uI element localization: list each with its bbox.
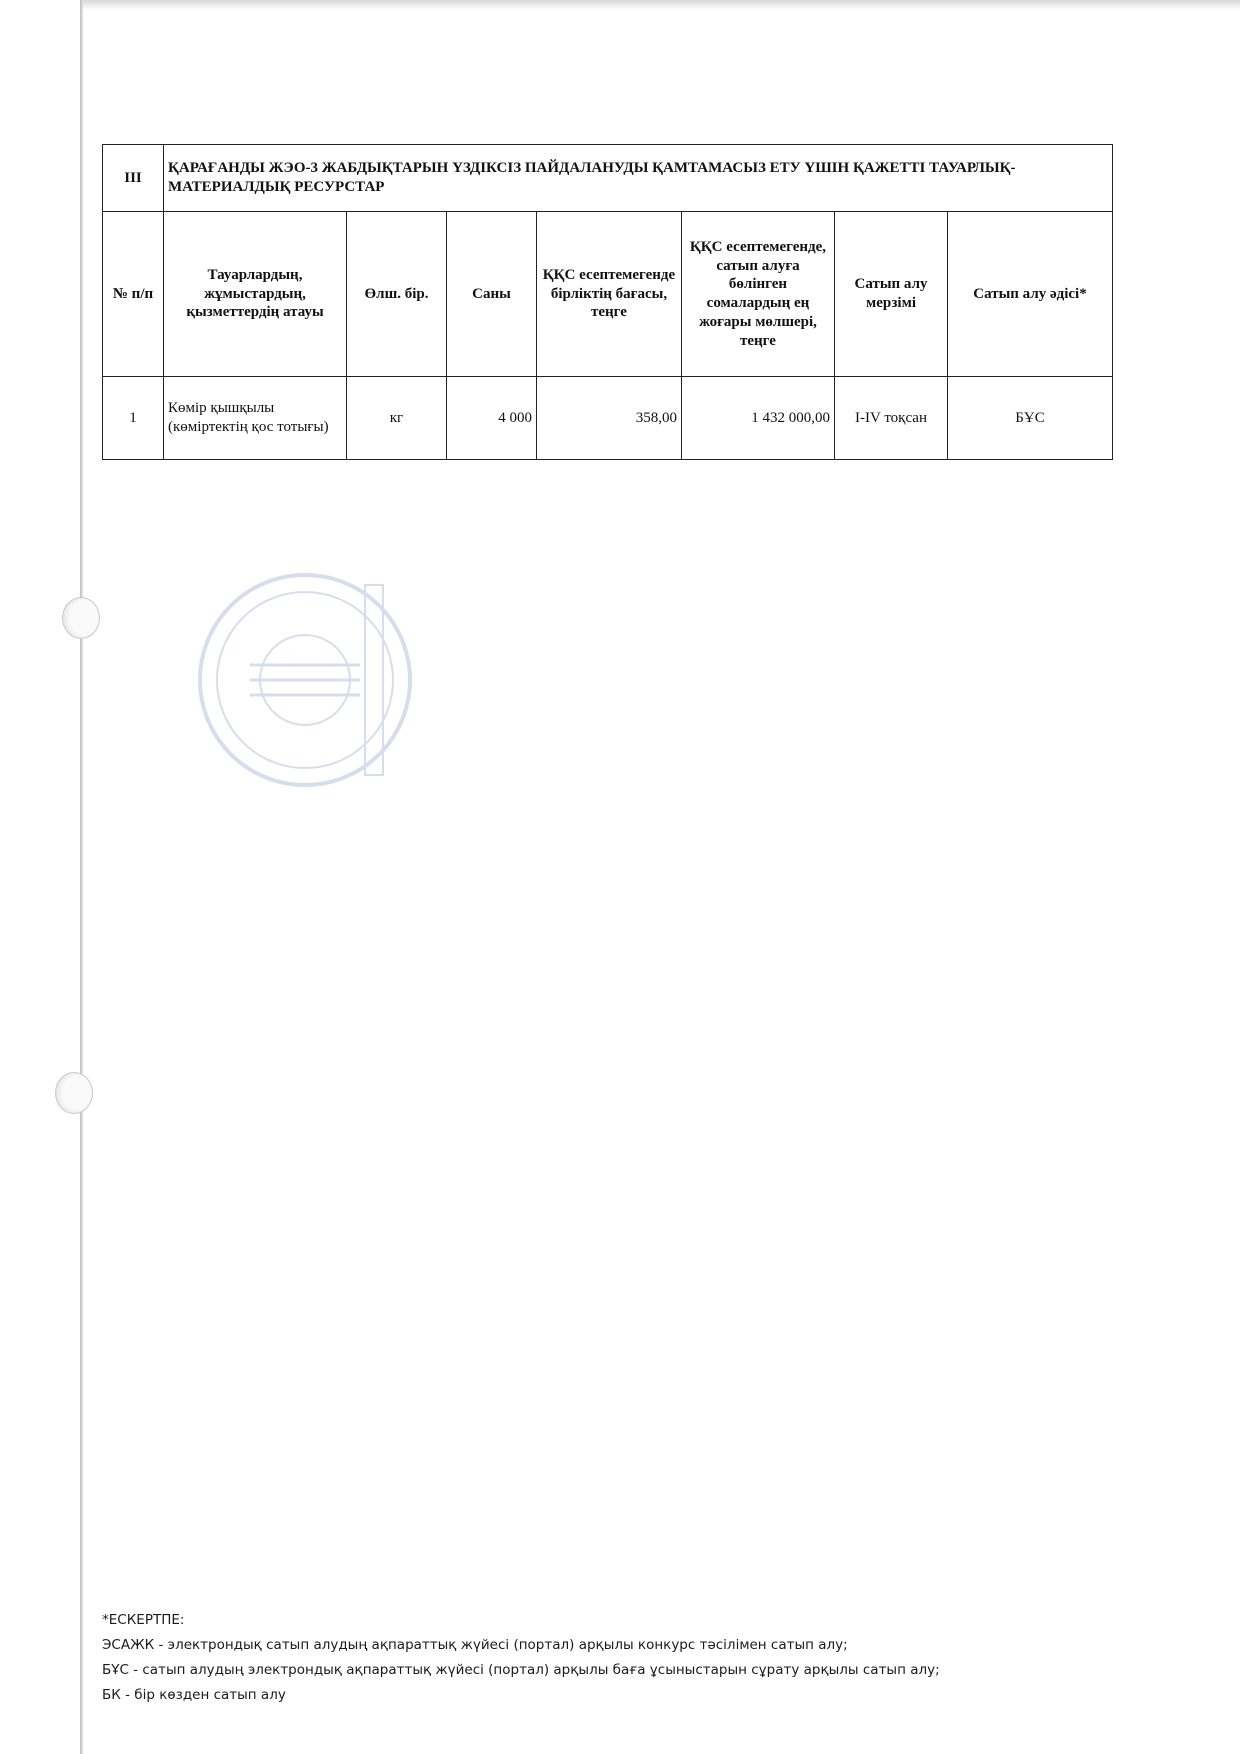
resources-table	[102, 144, 1113, 460]
faded-seal-stamp	[190, 565, 420, 795]
footnote-line-bus: БҰС - сатып алудың электрондық ақпараттық жүйесі (портал) арқылы баға ұсыныстарын сұрату арқылы сатып алу;	[102, 1662, 940, 1678]
header-unit-price: ҚҚС есептемегенде бірліктің бағасы, теңге	[537, 212, 682, 377]
punch-hole-bottom	[55, 1072, 93, 1114]
header-row	[103, 212, 1113, 377]
footnote	[102, 1608, 1102, 1708]
table-row	[103, 377, 1113, 460]
section-title: ҚАРАҒАНДЫ ЖЭО-3 ЖАБДЫҚТАРЫН ҮЗДІКСІЗ ПАЙДАЛАНУДЫ ҚАМТАМАСЫЗ ЕТУ ҮШІН ҚАЖЕТТІ ТАУАРЛЫҚ-МАТЕРИАЛДЫҚ РЕСУРСТАР	[164, 145, 1113, 212]
header-max-amount: ҚҚС есептемегенде, сатып алуға бөлінген сомалардың ең жоғары мөлшері, теңге	[682, 212, 835, 377]
cell-method: БҰС	[948, 377, 1113, 460]
section-row	[103, 145, 1113, 212]
cell-qty: 4 000	[447, 377, 537, 460]
footnote-heading: *ЕСКЕРТПЕ:	[102, 1612, 185, 1628]
footnote-line-bk: БК - бір көзден сатып алу	[102, 1687, 286, 1703]
header-period: Сатып алу мерзімі	[835, 212, 948, 377]
header-unit: Өлш. бір.	[347, 212, 447, 377]
section-number: III	[103, 145, 164, 212]
cell-period: I-IV тоқсан	[835, 377, 948, 460]
header-num: № п/п	[103, 212, 164, 377]
punch-hole-top	[62, 597, 100, 639]
footnote-line-esazhk: ЭСАЖК - электрондық сатып алудың ақпараттық жүйесі (портал) арқылы конкурс тәсілімен сатып алу;	[102, 1637, 848, 1653]
header-name: Тауарлардың, жұмыстардың, қызметтердің атауы	[164, 212, 347, 377]
cell-num: 1	[103, 377, 164, 460]
header-qty: Саны	[447, 212, 537, 377]
cell-name: Көмір қышқылы (көміртектің қос тотығы)	[164, 377, 347, 460]
scan-edge-top	[80, 0, 1240, 10]
header-method: Сатып алу әдісі*	[948, 212, 1113, 377]
cell-unit: кг	[347, 377, 447, 460]
cell-max-amount: 1 432 000,00	[682, 377, 835, 460]
cell-unit-price: 358,00	[537, 377, 682, 460]
scan-edge-left	[80, 0, 83, 1754]
